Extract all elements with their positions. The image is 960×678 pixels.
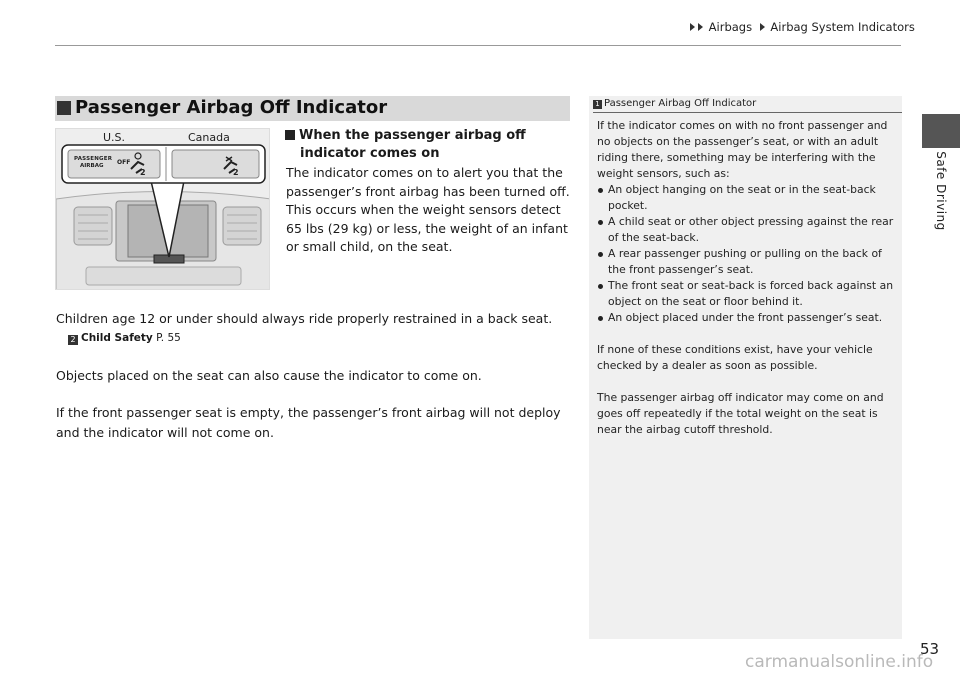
sidebar-header-label: Passenger Airbag Off Indicator xyxy=(604,98,757,109)
list-item: A rear passenger pushing or pulling on the back of the front passenger’s seat. xyxy=(597,246,897,278)
dashboard-figure xyxy=(55,128,270,290)
cross-reference-icon: 2 xyxy=(68,335,78,345)
sidebar-bullet-list xyxy=(597,182,897,326)
header-rule xyxy=(55,45,901,46)
figure-label-canada: Canada xyxy=(188,131,230,144)
sidebar-intro: If the indicator comes on with no front passenger and no objects on the passenger’s seat, or with an adult riding there, something may be interfering with the weight sensors, such as: xyxy=(597,119,888,180)
chapter-tab-label: Safe Driving xyxy=(934,151,948,231)
sidebar-para-dealer: If none of these conditions exist, have your vehicle checked by a dealer as soon as possible. xyxy=(597,343,873,372)
sidebar-note xyxy=(589,96,902,639)
svg-text:2: 2 xyxy=(140,168,146,177)
paragraph-child-restraint: Children age 12 or under should always ride properly restrained in a back seat. xyxy=(56,311,553,326)
indicator-text-off: OFF xyxy=(117,159,131,166)
list-item: An object placed under the front passenger’s seat. xyxy=(597,310,897,326)
indicator-text-passenger: PASSENGER xyxy=(74,156,113,162)
section-square-icon xyxy=(57,101,71,115)
breadcrumb-item-indicators[interactable]: Airbag System Indicators xyxy=(770,20,915,34)
breadcrumb xyxy=(690,20,919,34)
note-reference-icon: 1 xyxy=(593,100,602,109)
figure-label-us: U.S. xyxy=(103,131,126,144)
chapter-tab[interactable] xyxy=(926,146,956,236)
page-number: 53 xyxy=(920,640,940,658)
sidebar-para-threshold: The passenger airbag off indicator may come on and goes off repeatedly if the total weight on the seat is near the airbag cutoff threshold. xyxy=(597,391,884,436)
list-item: The front seat or seat-back is forced back against an object on the seat or floor behind it. xyxy=(597,278,897,310)
paragraph-objects: Objects placed on the seat can also cause the indicator to come on. xyxy=(56,368,482,383)
cross-reference-page: P. 55 xyxy=(156,332,181,344)
subsection-title-line1: When the passenger airbag off xyxy=(299,128,526,143)
subsection-heading xyxy=(285,127,570,163)
sidebar-content xyxy=(597,118,897,438)
chapter-tab-marker xyxy=(922,114,960,148)
section-heading xyxy=(55,96,570,121)
section-title: Passenger Airbag Off Indicator xyxy=(75,97,388,118)
indicator-text-airbag: AIRBAG xyxy=(80,163,104,169)
subsection-title-line2: indicator comes on xyxy=(300,146,440,161)
paragraph-empty-seat: If the front passenger seat is empty, the passenger’s front airbag will not deploy and the indicator will not come on. xyxy=(56,405,561,440)
subsection-square-icon xyxy=(285,130,295,140)
cross-reference-title: Child Safety xyxy=(81,332,153,344)
subsection-body: The indicator comes on to alert you that the passenger’s front airbag has been turned off. This occurs when the weight sensors detect 65 lbs (29 kg) or less, the weight of an infant or small child, on the seat. xyxy=(286,165,570,254)
sidebar-header xyxy=(593,98,756,109)
breadcrumb-item-airbags[interactable]: Airbags xyxy=(708,20,753,34)
dashboard-illustration xyxy=(56,129,270,290)
watermark: carmanualsonline.info xyxy=(745,652,934,672)
cross-reference-child-safety[interactable] xyxy=(68,332,181,345)
sidebar-rule xyxy=(593,112,902,113)
breadcrumb-arrow-icon xyxy=(690,23,695,31)
svg-text:2: 2 xyxy=(233,168,239,177)
breadcrumb-arrow-icon xyxy=(760,23,765,31)
list-item: A child seat or other object pressing against the rear of the seat-back. xyxy=(597,214,897,246)
breadcrumb-arrow-icon xyxy=(698,23,703,31)
list-item: An object hanging on the seat or in the seat-back pocket. xyxy=(597,182,897,214)
